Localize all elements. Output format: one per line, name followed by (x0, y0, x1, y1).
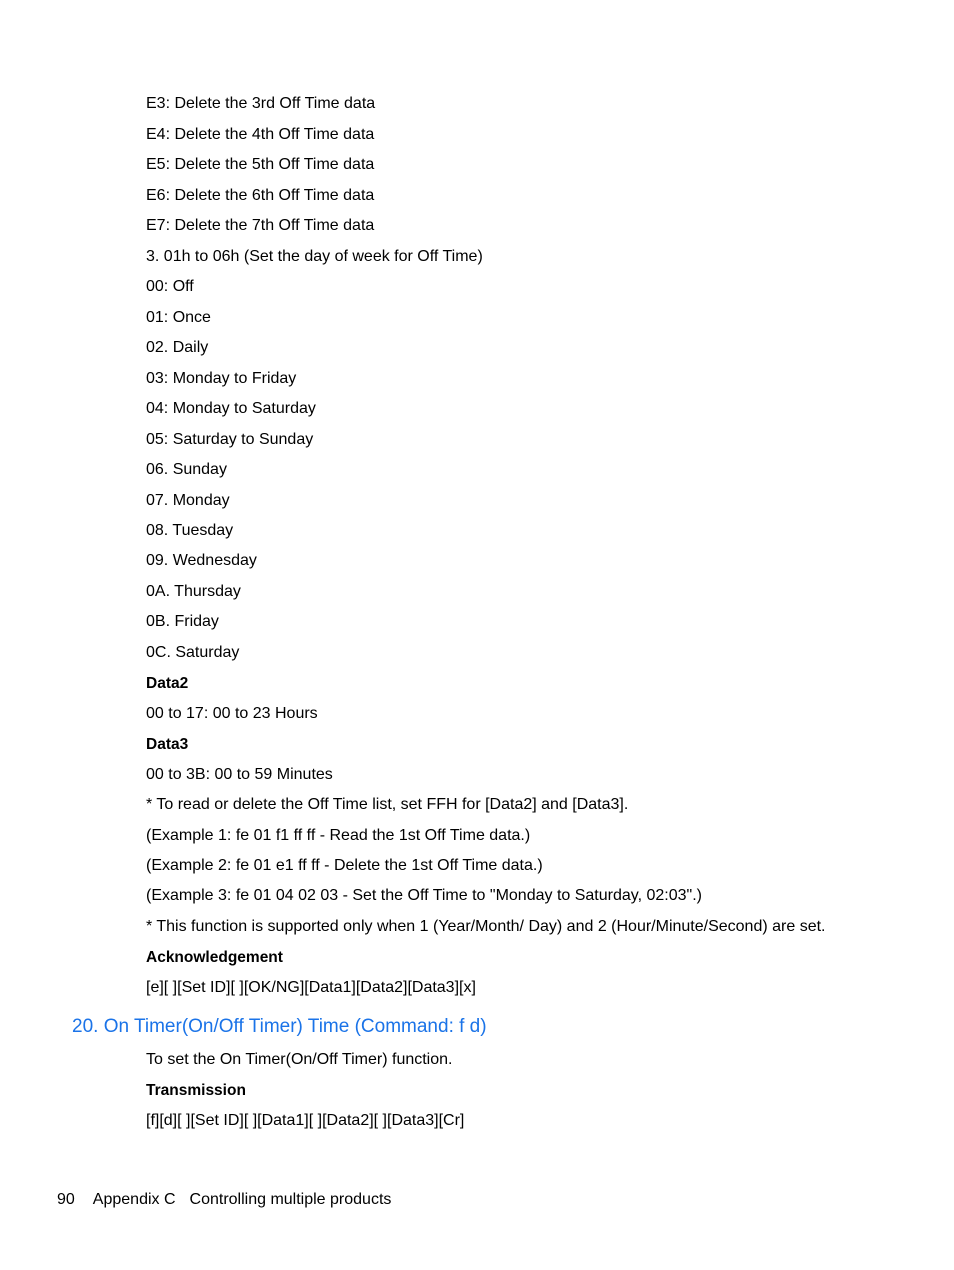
note-supported: * This function is supported only when 1 (Year/Month/ Day) and 2 (Hour/Minute/Second) are set. (146, 918, 826, 935)
list-line-thursday: 0A. Thursday (146, 583, 241, 600)
footer-chapter: Controlling multiple products (189, 1191, 392, 1208)
data2-heading: Data2 (146, 675, 189, 692)
list-line-daily: 02. Daily (146, 339, 209, 356)
note-read-delete: * To read or delete the Off Time list, set FFH for [Data2] and [Data3]. (146, 796, 629, 813)
list-line-tuesday: 08. Tuesday (146, 522, 234, 539)
list-line-saturday: 0C. Saturday (146, 644, 240, 661)
acknowledgement-heading: Acknowledgement (146, 949, 283, 966)
section-description: To set the On Timer(On/Off Timer) function. (146, 1051, 453, 1068)
page-number: 90 (57, 1191, 75, 1208)
list-line-e6: E6: Delete the 6th Off Time data (146, 187, 375, 204)
transmission-heading: Transmission (146, 1082, 246, 1099)
list-line-sat-sun: 05: Saturday to Sunday (146, 431, 314, 448)
data3-text: 00 to 3B: 00 to 59 Minutes (146, 766, 333, 783)
example-3: (Example 3: fe 01 04 02 03 - Set the Off Time to "Monday to Saturday, 02:03".) (146, 887, 702, 904)
list-line-monday: 07. Monday (146, 492, 230, 509)
example-1: (Example 1: fe 01 f1 ff ff - Read the 1st Off Time data.) (146, 827, 531, 844)
footer-appendix: Appendix C (92, 1191, 176, 1208)
list-line-e4: E4: Delete the 4th Off Time data (146, 126, 375, 143)
list-line-sunday: 06. Sunday (146, 461, 227, 478)
list-line-day-of-week: 3. 01h to 06h (Set the day of week for Off Time) (146, 248, 483, 265)
transmission-text: [f][d][ ][Set ID][ ][Data1][ ][Data2][ ][Data3][Cr] (146, 1112, 465, 1129)
list-line-e7: E7: Delete the 7th Off Time data (146, 217, 375, 234)
list-line-e3: E3: Delete the 3rd Off Time data (146, 95, 376, 112)
page-footer (57, 1190, 391, 1210)
list-line-once: 01: Once (146, 309, 211, 326)
data3-heading: Data3 (146, 736, 189, 753)
section-heading: 20. On Timer(On/Off Timer) Time (Command: f d) (72, 1016, 487, 1037)
list-line-mon-sat: 04: Monday to Saturday (146, 400, 316, 417)
list-line-off: 00: Off (146, 278, 194, 295)
acknowledgement-text: [e][ ][Set ID][ ][OK/NG][Data1][Data2][Data3][x] (146, 979, 476, 996)
example-2: (Example 2: fe 01 e1 ff ff - Delete the 1st Off Time data.) (146, 857, 543, 874)
data2-text: 00 to 17: 00 to 23 Hours (146, 705, 318, 722)
list-line-friday: 0B. Friday (146, 613, 219, 630)
list-line-mon-fri: 03: Monday to Friday (146, 370, 297, 387)
list-line-wednesday: 09. Wednesday (146, 552, 257, 569)
list-line-e5: E5: Delete the 5th Off Time data (146, 156, 375, 173)
